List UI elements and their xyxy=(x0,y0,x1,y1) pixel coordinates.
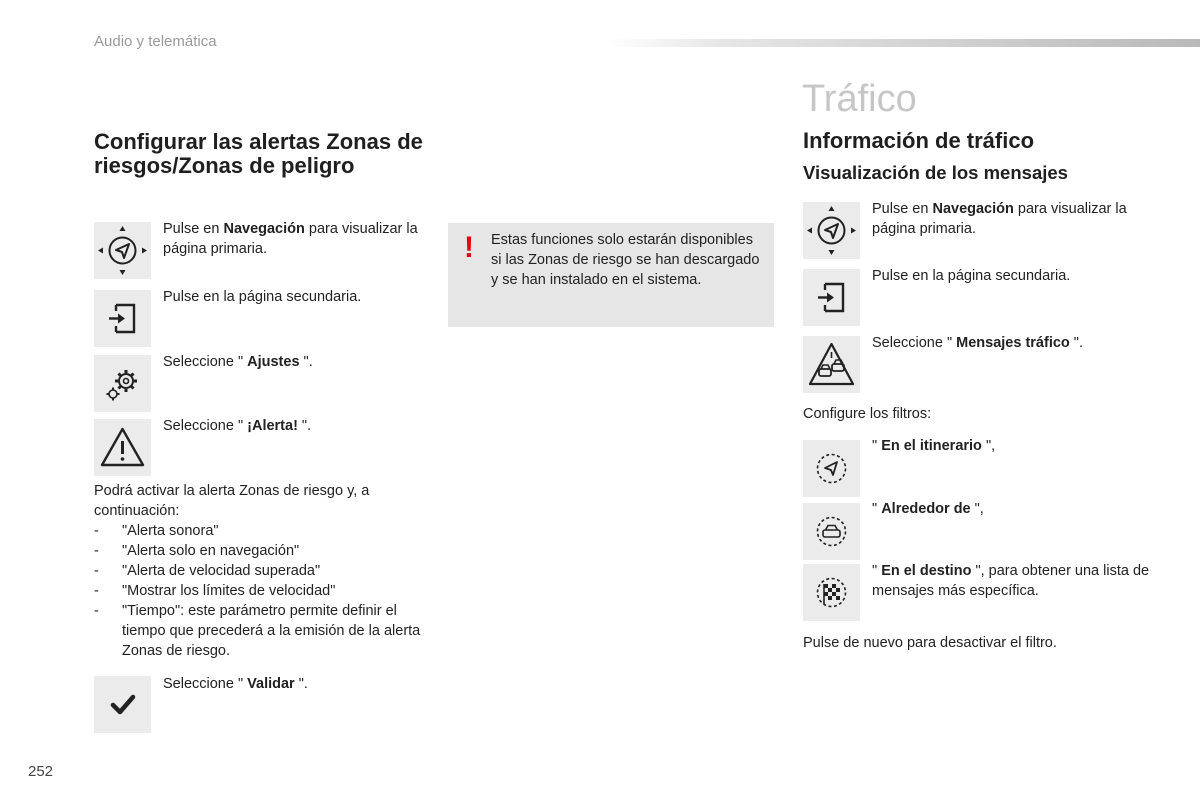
right-heading: Información de tráfico xyxy=(803,128,1035,153)
page-number: 252 xyxy=(28,763,54,780)
list-item: - "Alerta sonora" xyxy=(94,523,219,539)
warning-triangle-icon xyxy=(94,419,151,476)
settings-gears-icon xyxy=(94,355,151,412)
left-paragraph: Podrá activar la alerta Zonas de riesgo y, a continuación: - "Alerta sonora" - "Alerta solo en navegación" - "Alerta de velocidad superada" - "Mostrar los límites de velocidad" - "Tiempo": este parámetro permite definir el tiempo que precederá a la emisión de la alerta Zonas de riesgo. xyxy=(94,481,424,661)
destination-flag-icon xyxy=(803,564,860,621)
on-route-icon xyxy=(803,440,860,497)
left-step-1-text: Pulse en Navegación para visualizar la página primaria. xyxy=(163,221,418,257)
list-item: - "Alerta solo en navegación" xyxy=(94,543,300,559)
right-subheading: Visualización de los mensajes xyxy=(803,162,1068,183)
right-step-1-text: Pulse en Navegación para visualizar la página primaria. xyxy=(872,201,1127,237)
section-title: Audio y telemática xyxy=(94,33,217,50)
left-step-2-text: Pulse en la página secundaria. xyxy=(163,289,362,305)
checkmark-icon xyxy=(94,676,151,733)
warning-note xyxy=(448,223,774,327)
filters-label: Configure los filtros: xyxy=(803,406,932,422)
list-item: - "Alerta de velocidad superada" xyxy=(94,563,321,579)
left-step-4-text: Seleccione " ¡Alerta! ". xyxy=(163,418,312,434)
alert-options-list xyxy=(94,521,424,661)
chapter-title: Tráfico xyxy=(802,78,917,120)
left-step-3-text: Seleccione " Ajustes ". xyxy=(163,354,313,370)
left-final-step-text: Seleccione " Validar ". xyxy=(163,676,308,692)
exclamation-icon: ! xyxy=(464,231,474,264)
around-car-icon xyxy=(803,503,860,560)
navigation-compass-icon xyxy=(94,222,151,279)
header-gradient-bar xyxy=(605,39,1200,47)
secondary-page-icon xyxy=(803,269,860,326)
filter-2-text: " Alrededor de ", xyxy=(872,501,984,517)
secondary-page-icon xyxy=(94,290,151,347)
filter-1-text: " En el itinerario ", xyxy=(872,438,996,454)
warning-note-text: Estas funciones solo estarán disponibles si las Zonas de riesgo se han descargado y se han instalado en el sistema. xyxy=(491,232,760,288)
navigation-compass-icon xyxy=(803,202,860,259)
traffic-messages-icon xyxy=(803,336,860,393)
list-item: - "Mostrar los límites de velocidad" xyxy=(94,583,336,599)
list-item: - "Tiempo": este parámetro permite definir el tiempo que precederá a la emisión de la alerta Zonas de riesgo. xyxy=(94,603,421,659)
left-heading: Configurar las alertas Zonas de riesgos/Zonas de peligro xyxy=(94,129,423,178)
right-step-2-text: Pulse en la página secundaria. xyxy=(872,268,1071,284)
right-step-3-text: Seleccione " Mensajes tráfico ". xyxy=(872,335,1083,351)
closing-text: Pulse de nuevo para desactivar el filtro. xyxy=(803,635,1057,651)
filter-3-text: " En el destino ", para obtener una lista de mensajes más específica. xyxy=(872,563,1150,599)
